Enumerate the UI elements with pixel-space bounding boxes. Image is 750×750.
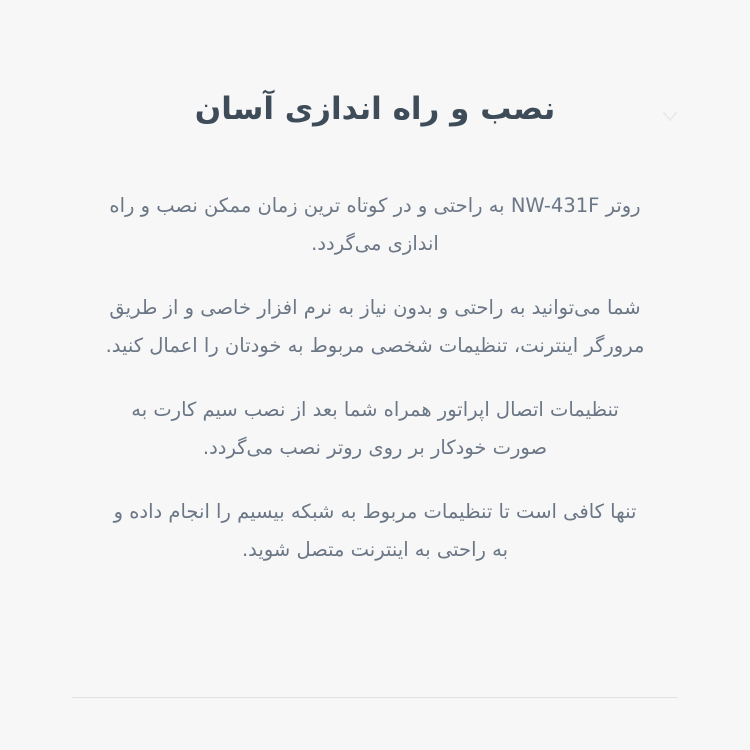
paragraph-3: تنظیمات اتصال اپراتور همراه شما بعد از نصب سیم کارت به صورت خودکار بر روی روتر نصب می‌گردد. [131, 397, 619, 459]
paragraph-1: روتر NW-431F به راحتی و در کوتاه ترین زمان ممکن نصب و راه اندازی می‌گردد. [109, 193, 641, 255]
page-title: نصب و راه اندازی آسان [194, 91, 556, 127]
paragraph-2: شما می‌توانید به راحتی و بدون نیاز به نرم افزار خاصی و از طریق مرورگر اینترنت، تنظیمات شخصی مربوط به خودتان را اعمال کنید. [105, 295, 645, 357]
section-divider [72, 697, 678, 698]
paragraph-4: تنها کافی است تا تنظیمات مربوط به شبکه بیسیم را انجام داده و به راحتی به اینترنت متصل شوید. [113, 499, 637, 561]
